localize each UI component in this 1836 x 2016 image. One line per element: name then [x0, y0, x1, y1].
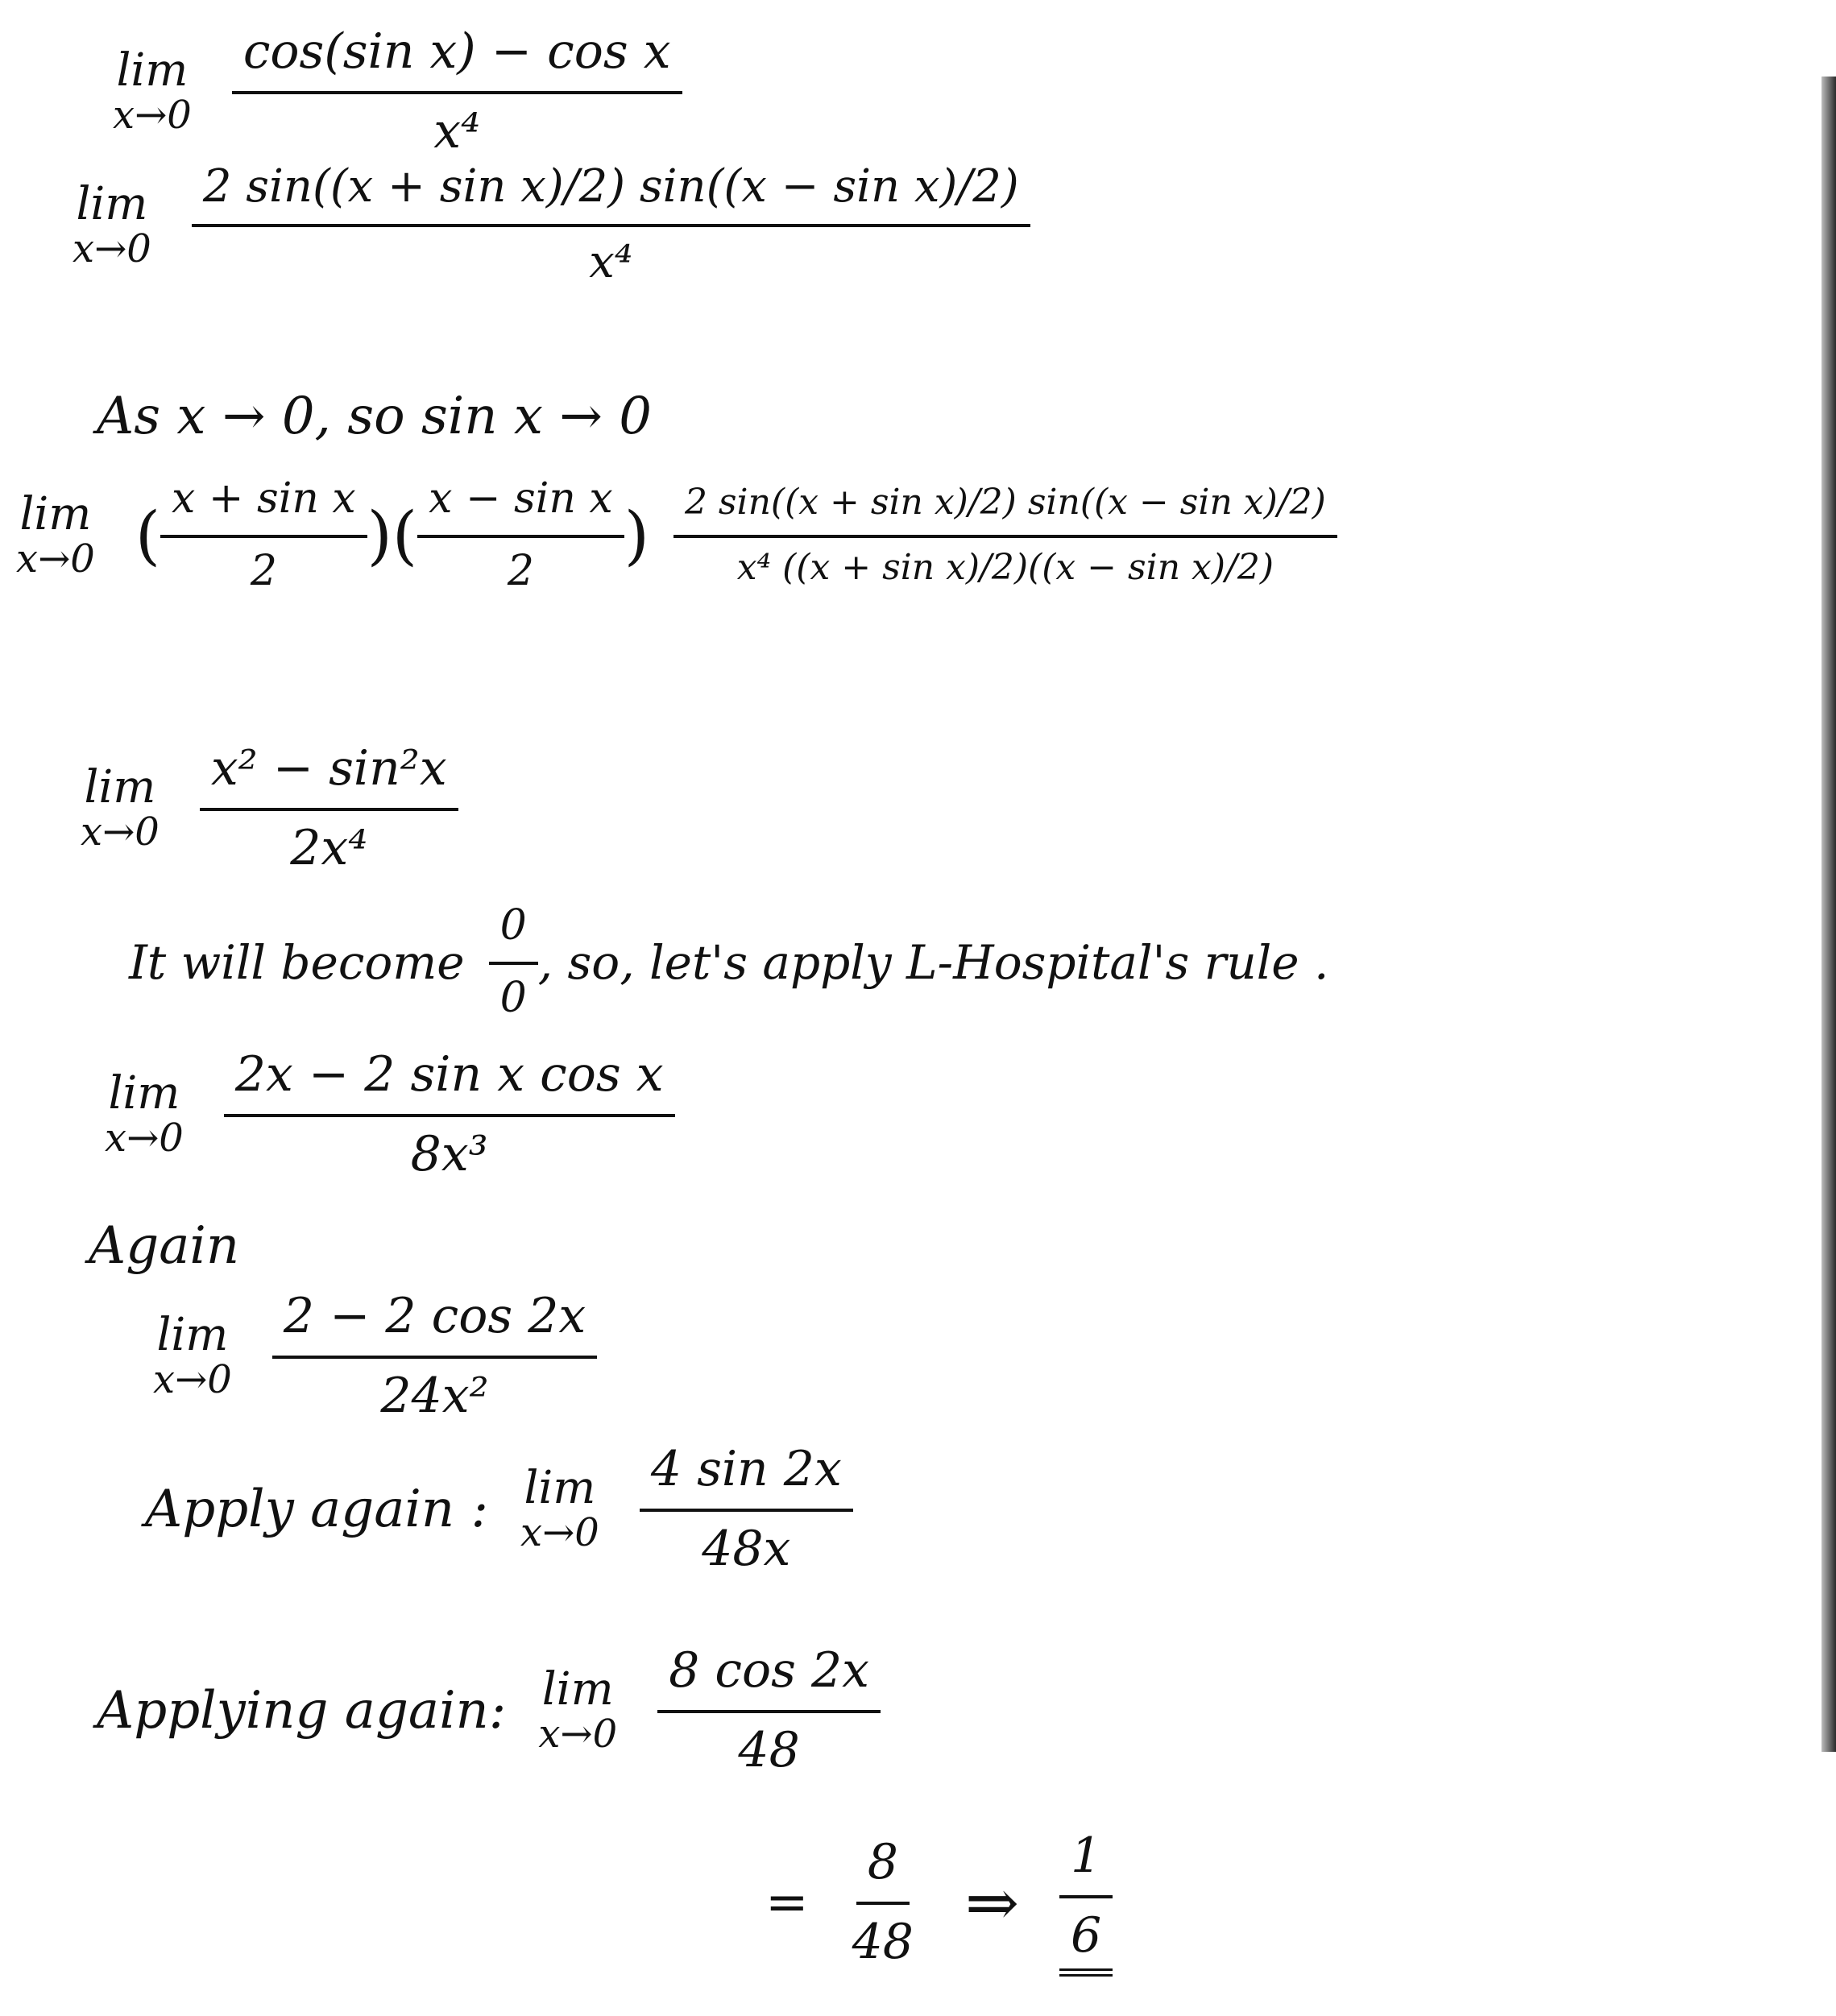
limit-operator: lim x→0 [520, 1462, 599, 1556]
step-3: lim x→0 ( $\frac{\text{x + sin x}}{2}$ )( $\frac{\text{x − sin x}}{2}$ ) $\frac{\text{2 sin((x + sin x)/2) sin((x − sin x)/2)}}{\text{x⁴ ((x + sin x)/2)((x − sin x)/2)}}$ [16, 475, 1337, 596]
step-5 [105, 1047, 675, 1182]
step-1 [113, 24, 682, 159]
step-8 [97, 1643, 881, 1778]
denominator: x⁴ ((x + sin x)/2)((x − sin x)/2) [736, 546, 1274, 588]
limit-operator: lim x→0 [81, 761, 160, 855]
numerator: 8 cos 2x [657, 1643, 881, 1713]
fraction [224, 1047, 675, 1182]
result-fraction: $\frac{1}{6}$ [1059, 1828, 1113, 1977]
fraction [192, 161, 1030, 289]
page-edge-shadow [1821, 77, 1836, 1752]
as-x-tends-line: As x → 0, so sin x → 0 [97, 387, 652, 446]
numerator: 2x − 2 sin x cos x [224, 1047, 675, 1117]
denominator: 48 [738, 1722, 800, 1778]
limit-operator: lim x→0 [105, 1067, 184, 1161]
fraction: $\frac{8}{48}$ [852, 1834, 914, 1970]
numerator: 2 sin((x + sin x)/2) sin((x − sin x)/2) [673, 482, 1337, 538]
denominator: 24x² [380, 1368, 489, 1424]
step-7 [145, 1442, 853, 1577]
fraction [200, 741, 458, 876]
fraction [657, 1643, 881, 1778]
limit-operator: lim x→0 [16, 488, 95, 582]
fraction [640, 1442, 853, 1577]
factor-1: $\frac{\text{x + sin x}}{2}$ [160, 475, 367, 596]
applying-again-label: Applying again: [97, 1681, 507, 1741]
lhospital-note: It will become $\frac{0}{0}$ , so, let's apply L-Hospital's rule . [129, 901, 1329, 1022]
limit-operator: lim x→0 [113, 44, 192, 139]
step-4 [81, 741, 458, 876]
denominator: 48x [702, 1521, 791, 1577]
step-2 [73, 161, 1030, 289]
numerator: 4 sin 2x [640, 1442, 853, 1512]
numerator: 2 − 2 cos 2x [272, 1289, 597, 1359]
numerator: cos(sin x) − cos x [232, 24, 682, 94]
fraction [272, 1289, 597, 1424]
fraction [232, 24, 682, 159]
numerator: x² − sin²x [200, 741, 458, 811]
final-answer: = $\frac{8}{48}$ ⇒ $\frac{1}{6}$ [765, 1828, 1113, 1977]
step-6 [153, 1289, 597, 1424]
limit-operator: lim x→0 [538, 1663, 618, 1757]
big-fraction [673, 482, 1337, 588]
limit-operator: lim x→0 [153, 1309, 232, 1403]
implies-arrow: ⇒ [964, 1865, 1020, 1940]
limit-operator: lim x→0 [73, 177, 151, 271]
denominator: x⁴ [589, 236, 633, 289]
zero-over-zero: $\frac{0}{0}$ [489, 902, 538, 1023]
apply-again-label: Apply again : [145, 1480, 488, 1539]
denominator: x⁴ [433, 103, 481, 159]
factor-2: $\frac{\text{x − sin x}}{2}$ [417, 475, 624, 596]
numerator: 2 sin((x + sin x)/2) sin((x − sin x)/2) [192, 161, 1030, 227]
denominator: 8x³ [410, 1126, 488, 1182]
denominator: 2x⁴ [290, 820, 368, 876]
again-label: Again [89, 1216, 240, 1276]
